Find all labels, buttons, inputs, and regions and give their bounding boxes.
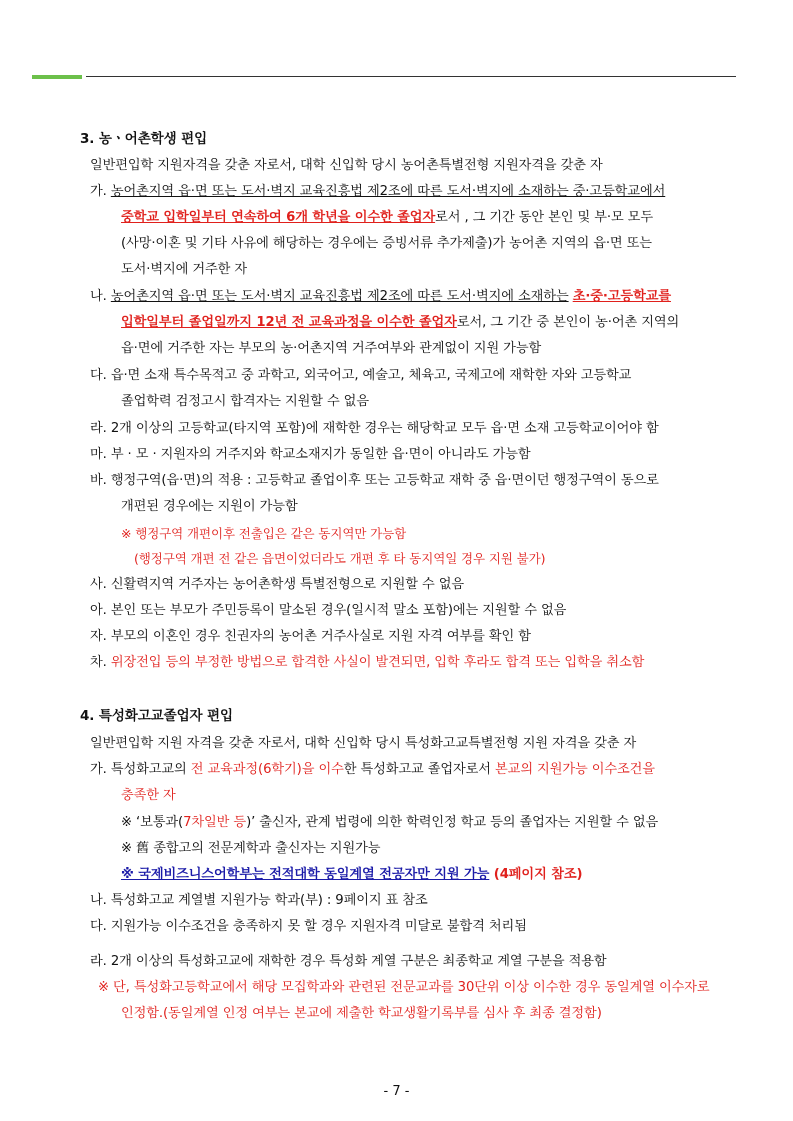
item-3-ga: [90, 183, 665, 201]
header-accent-bar: [32, 75, 82, 79]
item-4-ga-note1: [121, 814, 658, 832]
item-text: 부모의 이혼인 경우 친권자의 농어촌 거주사실로 지원 자격 여부를 확인 함: [110, 629, 531, 644]
item-3-sa: [90, 576, 464, 594]
item-marker: 나.: [90, 893, 107, 908]
section-4-note-line2: 인정함.(동일계열 인정 여부는 본교에 제출한 학교생활기록부를 심사 후 최종 결정함): [121, 1006, 602, 1021]
item-text: 읍·면 소재 특수목적고 중 과학고, 외국어고, 예술고, 체육고, 국제고에 재학한 자와 고등학교: [110, 368, 632, 383]
section-4-intro: 일반편입학 지원 자격을 갖춘 자로서, 대학 신입학 당시 특성화고교특별전형 지원 자격을 갖춘 자: [90, 736, 637, 751]
item-marker: 사.: [90, 577, 107, 592]
item-marker: 라.: [90, 421, 107, 436]
item-text: 행정구역(읍·면)의 적용 : 고등학교 졸업이후 또는 고등학교 재학 중 읍·면이던 행정구역이 동으로: [110, 473, 659, 488]
item-text: 농어촌지역 읍·면 또는 도서·벽지 교육진흥법 제2조에 따른 도서·벽지에 소재하는 중·고등학교에서: [110, 184, 666, 199]
item-text: 부 · 모 · 지원자의 거주지와 학교소재지가 동일한 읍·면이 아니라도 가능함: [110, 447, 531, 462]
item-4-ga-line2: 충족한 자: [121, 788, 176, 803]
emphasis-text: 7차일반 등: [183, 815, 247, 830]
section-4-title: 4. 특성화고교졸업자 편입: [80, 708, 233, 724]
section-3-title: 3. 농ㆍ어촌학생 편입: [80, 131, 208, 147]
item-marker: 차.: [90, 655, 107, 670]
item-3-a: [90, 602, 566, 620]
item-marker: 라.: [90, 954, 107, 969]
item-text: 신활력지역 거주자는 농어촌학생 특별전형으로 지원할 수 없음: [110, 577, 464, 592]
item-3-na-line2: [121, 314, 679, 332]
item-3-ba-note2: (행정구역 개편 전 같은 읍면이었더라도 개편 후 타 동지역일 경우 지원 불가): [134, 551, 546, 566]
item-text: 2개 이상의 특성화고교에 재학한 경우 특성화 계열 구분은 최종학교 계열 구분을 적용함: [110, 954, 607, 969]
item-3-ra: [90, 420, 659, 438]
note-text: ※ ‘보통과(: [121, 815, 184, 830]
item-4-ga-note3: [121, 866, 582, 884]
page-reference: (4페이지 참조): [489, 867, 583, 882]
item-marker: 바.: [90, 473, 107, 488]
item-3-ba-note1: ※ 행정구역 개편이후 전출입은 같은 동지역만 가능함: [121, 526, 407, 541]
section-3-intro: 일반편입학 지원자격을 갖춘 자로서, 대학 신입학 당시 농어촌특별전형 지원자격을 갖춘 자: [90, 158, 603, 173]
item-3-da: [90, 367, 631, 385]
item-3-ba-line2: 개편된 경우에는 지원이 가능함: [121, 499, 298, 514]
item-3-ga-line4: 도서·벽지에 거주한 자: [121, 262, 248, 277]
item-4-da: [90, 918, 527, 936]
item-3-ba: [90, 472, 659, 490]
emphasis-text: 초·중·고등학교를: [572, 289, 671, 304]
item-4-ga-note2: ※ 舊 종합고의 전문계학과 출신자는 지원가능: [121, 841, 381, 856]
item-3-ma: [90, 446, 531, 464]
item-text: 로서, 그 기간 중 본인이 농·어촌 지역의: [456, 315, 680, 330]
item-text: 한 특성화고교 졸업자로서: [343, 762, 496, 777]
item-3-ga-line2: [121, 209, 653, 227]
emphasis-text: 전 교육과정(6학기)을 이수: [190, 762, 344, 777]
item-marker: 다.: [90, 368, 107, 383]
item-4-ra: [90, 953, 607, 971]
item-3-cha: [90, 654, 644, 672]
item-3-ga-line3: (사망·이혼 및 기타 사유에 해당하는 경우에는 증빙서류 추가제출)가 농어촌 지역의 읍·면 또는: [121, 236, 652, 251]
emphasis-text: 입학일부터 졸업일까지 12년 전 교육과정을 이수한 졸업자: [121, 315, 457, 330]
emphasis-text: ※ 국제비즈니스어학부는 전적대학 동일계열 전공자만 지원 가능: [121, 867, 490, 882]
item-marker: 자.: [90, 629, 107, 644]
item-marker: 가.: [90, 762, 107, 777]
item-3-na-line3: 읍·면에 거주한 자는 부모의 농·어촌지역 거주여부와 관계없이 지원 가능함: [121, 341, 542, 356]
item-4-na: [90, 892, 428, 910]
item-text: 농어촌지역 읍·면 또는 도서·벽지 교육진흥법 제2조에 따른 도서·벽지에 소재하는: [110, 289, 569, 304]
item-4-ga: [90, 761, 655, 779]
item-3-da-line2: 졸업학력 검정고시 합격자는 지원할 수 없음: [121, 394, 369, 409]
section-4-note-line1: ※ 단, 특성화고등학교에서 해당 모집학과와 관련된 전문교과를 30단위 이상 이수한 경우 동일계열 이수자로: [98, 980, 710, 995]
item-3-na: [90, 288, 671, 306]
item-text: 특성화고교 계열별 지원가능 학과(부) : 9페이지 표 참조: [110, 893, 428, 908]
item-text: 특성화고교의: [110, 762, 191, 777]
item-marker: 나.: [90, 289, 107, 304]
header-rule: [86, 76, 736, 77]
item-marker: 다.: [90, 919, 107, 934]
item-marker: 가.: [90, 184, 107, 199]
emphasis-text: 중학교 입학일부터 연속하여 6개 학년을 이수한 졸업자: [121, 210, 436, 225]
item-text: 지원가능 이수조건을 충족하지 못 할 경우 지원자격 미달로 불합격 처리됨: [110, 919, 527, 934]
note-text: )’ 출신자, 관계 법령에 의한 학력인정 학교 등의 졸업자는 지원할 수 없음: [246, 815, 659, 830]
emphasis-text: 본교의 지원가능 이수조건을: [495, 762, 655, 777]
item-marker: 아.: [90, 603, 107, 618]
item-marker: 마.: [90, 447, 107, 462]
item-text: 본인 또는 부모가 주민등록이 말소된 경우(일시적 말소 포함)에는 지원할 수 없음: [110, 603, 567, 618]
item-3-ja: [90, 628, 531, 646]
page-number: - 7 -: [383, 1084, 410, 1099]
item-text: 로서 , 그 기간 동안 본인 및 부·모 모두: [435, 210, 653, 225]
item-text: 2개 이상의 고등학교(타지역 포함)에 재학한 경우는 해당학교 모두 읍·면 소재 고등학교이어야 함: [110, 421, 659, 436]
item-text: 위장전입 등의 부정한 방법으로 합격한 사실이 발견되면, 입학 후라도 합격 또는 입학을 취소함: [110, 655, 645, 670]
